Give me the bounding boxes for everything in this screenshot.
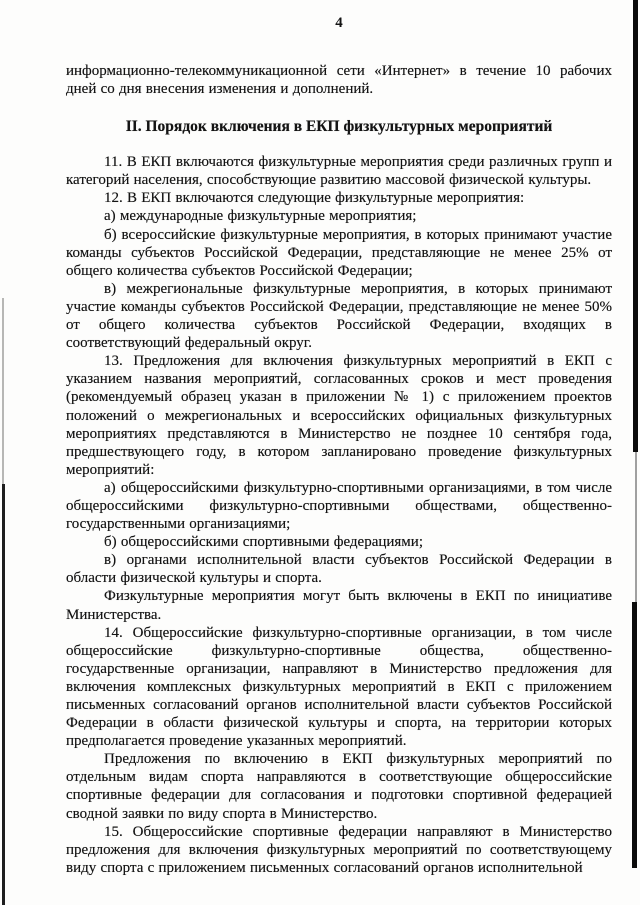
paragraph-15: 15. Общероссийские спортивные федерации направляют в Министерство предложения для включения физкультурных мероприятий по соответствующему виду спорта с приложением письменных согласований органов исполнительной — [66, 823, 612, 876]
scan-artifact-right-bar-top — [633, 0, 638, 452]
paragraph-13-item-a: а) общероссийскими физкультурно-спортивными организациями, в том числе общероссийскими физкультурно-спортивными обществами, общественно-государственными организациями; — [66, 479, 612, 533]
scan-artifact-left-line-gray — [2, 298, 4, 484]
paragraph-13: 13. Предложения для включения физкультурных мероприятий в ЕКП с указанием названия мероприятий, согласованных сроков и мест проведения (рекомендуемый образец указан в приложении № 1) с приложением проектов положений о межрегиональных и всероссийских официальных физкультурных мероприятиях представляются в Министерство не позднее 10 сентября года, предшествующего году, в котором запланировано проведение физкультурных мероприятий: — [66, 353, 612, 478]
paragraph-13-item-b: б) общероссийскими спортивными федерациями; — [104, 534, 423, 551]
scan-artifact-right-bar-middle — [635, 452, 637, 602]
paragraph-continuation: информационно-телекоммуникационной сети «Интернет» в течение 10 рабочих дней со дня внесения изменения и дополнений. — [66, 63, 612, 98]
section-heading: II. Порядок включения в ЕКП физкультурных мероприятий — [125, 118, 553, 136]
paragraph-13-item-v: в) органами исполнительной власти субъектов Российской Федерации в области физической культуры и спорта. — [66, 552, 612, 587]
scan-artifact-right-bar-bottom — [632, 602, 637, 868]
paragraph-11: 11. В ЕКП включаются физкультурные мероприятия среди различных групп и категорий населения, способствующие развитию массовой физической культуры. — [66, 154, 612, 189]
document-content — [66, 14, 612, 877]
paragraph-14-note: Предложения по включению в ЕКП физкультурных мероприятий по отдельным видам спорта направляются в соответствующие общероссийские спортивные федерации для согласования и подготовки спортивной федерацией сводной заявки по виду спорта в Министерство. — [66, 751, 612, 822]
paragraph-13-note: Физкультурные мероприятия могут быть включены в ЕКП по инициативе Министерства. — [66, 588, 612, 623]
page-number: 4 — [335, 15, 343, 31]
paragraph-14: 14. Общероссийские физкультурно-спортивные организации, в том числе общероссийские физкультурно-спортивные общества, общественно-государственные организации, направляют в Министерство предложения для включения комплексных физкультурных мероприятий в ЕКП с приложением письменных согласований органов исполнительной власти субъектов Российской Федерации в области физической культуры и спорта, на территории которых предполагается проведение указанных мероприятий. — [66, 624, 612, 750]
paragraph-12-item-v: в) межрегиональные физкультурные мероприятия, в которых принимают участие команды субъектов Российской Федерации, представляющие не менее 50% от общего количества субъектов Российской Федерации, входящих в соответствующий федеральный округ. — [66, 280, 612, 352]
scan-artifact-left-line-dark — [2, 484, 5, 905]
paragraph-12: 12. В ЕКП включаются следующие физкультурные мероприятия: — [104, 190, 525, 207]
paragraph-12-item-a: а) международные физкультурные мероприятия; — [104, 208, 417, 225]
paragraph-12-item-b: б) всероссийские физкультурные мероприятия, в которых принимают участие команды субъектов Российской Федерации, представляющие не менее 25% от общего количества субъектов Российской Федерации; — [66, 226, 612, 279]
